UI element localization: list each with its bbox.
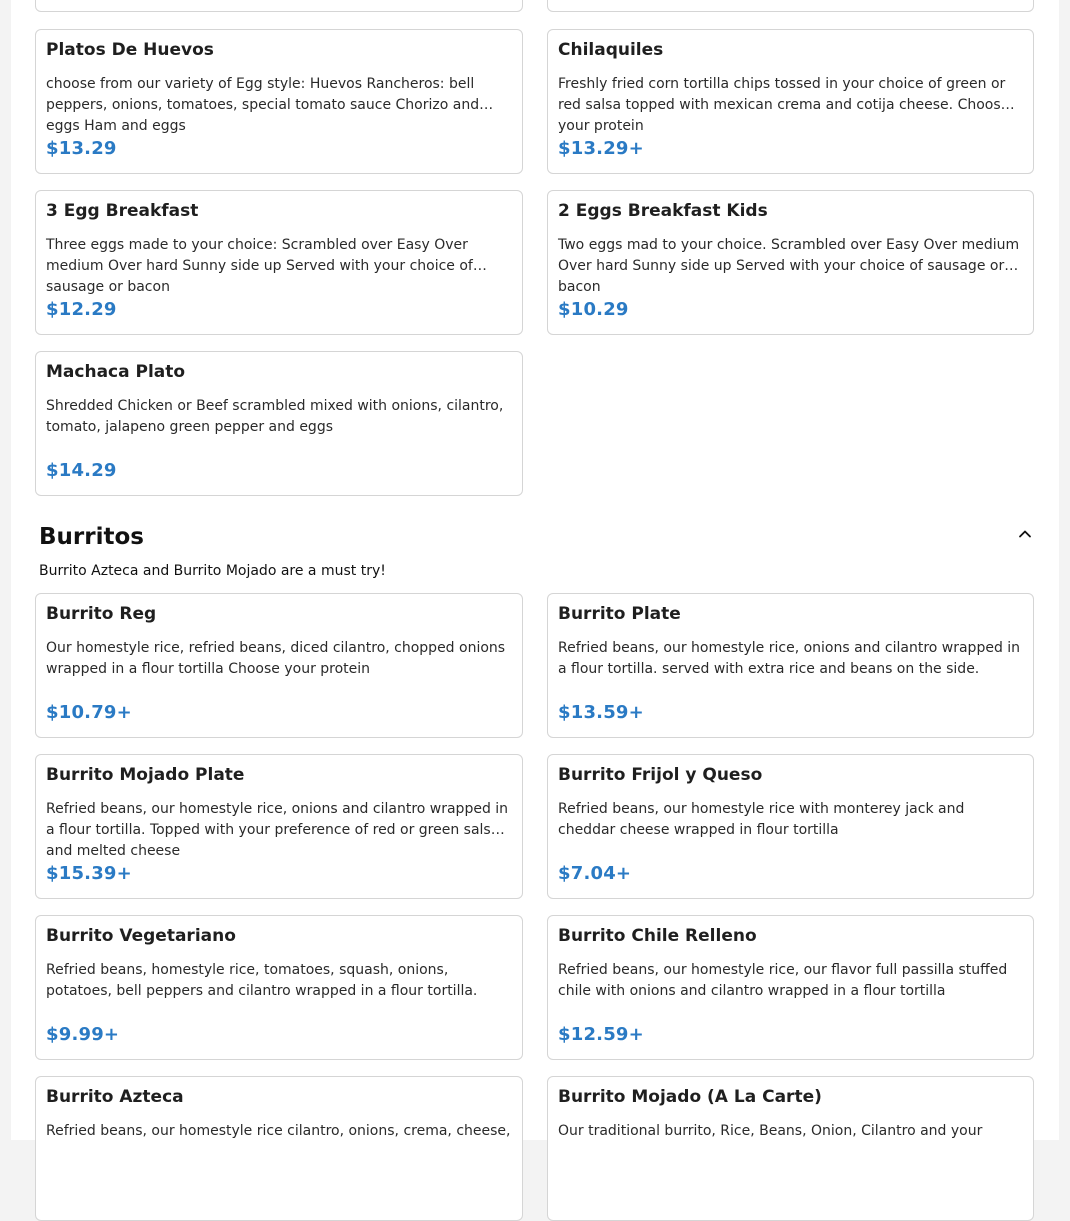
menu-item-description: Refried beans, our homestyle rice, onions and cilantro wrapped in a flour tortilla. Topped with your preference of red or green salsa and melted cheese bbox=[46, 801, 509, 859]
menu-item-card-partial[interactable] bbox=[547, 0, 1034, 12]
menu-item-name: Burrito Chile Relleno bbox=[558, 926, 757, 946]
menu-item-card[interactable] bbox=[547, 1076, 1034, 1221]
menu-item-description: Refried beans, our homestyle rice, our flavor full passilla stuffed chile with onions and cilantro wrapped in a flour tortilla bbox=[558, 962, 1008, 999]
menu-item-name: Burrito Mojado (A La Carte) bbox=[558, 1087, 822, 1107]
menu-item-description: Shredded Chicken or Beef scrambled mixed with onions, cilantro, tomato, jalapeno green pepper and eggs bbox=[46, 398, 504, 435]
menu-item-price: $7.04+ bbox=[558, 863, 632, 884]
menu-item-price: $14.29 bbox=[46, 460, 117, 481]
menu-item-price: $15.39+ bbox=[46, 863, 132, 884]
menu-item-card-partial[interactable] bbox=[35, 0, 523, 12]
menu-item-card[interactable] bbox=[35, 351, 523, 496]
menu-item-name: Burrito Vegetariano bbox=[46, 926, 236, 946]
menu-item-price: $9.99+ bbox=[46, 1024, 120, 1045]
menu-item-price: $10.29 bbox=[558, 299, 629, 320]
menu-item-name: Burrito Frijol y Queso bbox=[558, 765, 763, 785]
menu-item-name: 3 Egg Breakfast bbox=[46, 201, 199, 221]
menu-item-description: Refried beans, our homestyle rice with monterey jack and cheddar cheese wrapped in flour tortilla bbox=[558, 801, 965, 838]
menu-item-name: Burrito Plate bbox=[558, 604, 681, 624]
menu-item-name: Machaca Plato bbox=[46, 362, 186, 382]
menu-item-description: Two eggs mad to your choice. Scrambled over Easy Over medium Over hard Sunny side up Served with your choice of sausage or bacon bbox=[558, 237, 1020, 295]
menu-item-description: choose from our variety of Egg style: Huevos Rancheros: bell peppers, onions, tomatoes, special tomato sauce Chorizo and eggs Ham and eggs bbox=[46, 76, 480, 134]
menu-item-card[interactable] bbox=[35, 29, 523, 174]
menu-item-price: $13.29+ bbox=[558, 138, 644, 159]
menu-item-description: Our homestyle rice, refried beans, diced cilantro, chopped onions wrapped in a flour tortilla Choose your protein bbox=[46, 640, 506, 677]
menu-item-description: Freshly fried corn tortilla chips tossed in your choice of green or red salsa topped with mexican crema and cotija cheese. Choose your protein bbox=[558, 76, 1010, 134]
menu-item-price: $12.59+ bbox=[558, 1024, 644, 1045]
menu-item-description: Refried beans, our homestyle rice, onions and cilantro wrapped in a flour tortilla. served with extra rice and beans on the side. bbox=[558, 640, 1021, 677]
menu-page bbox=[11, 0, 1059, 1140]
menu-item-description: Our traditional burrito, Rice, Beans, Onion, Cilantro and your bbox=[558, 1123, 983, 1139]
menu-item-description: Refried beans, our homestyle rice cilantro, onions, crema, cheese, bbox=[46, 1123, 511, 1139]
menu-item-description: Three eggs made to your choice: Scrambled over Easy Over medium Over hard Sunny side up Served with your choice of sausage or bacon bbox=[46, 237, 473, 295]
menu-item-card[interactable] bbox=[547, 915, 1034, 1060]
chevron-up-icon bbox=[1017, 526, 1033, 542]
menu-item-name: Burrito Reg bbox=[46, 604, 157, 624]
burritos-items bbox=[35, 593, 1034, 1221]
menu-item-name: Burrito Mojado Plate bbox=[46, 765, 245, 785]
menu-item-card[interactable] bbox=[547, 754, 1034, 899]
menu-item-card[interactable] bbox=[547, 190, 1034, 335]
menu-item-price: $13.59+ bbox=[558, 702, 644, 723]
menu-item-price: $12.29 bbox=[46, 299, 117, 320]
menu-item-name: Platos De Huevos bbox=[46, 40, 214, 60]
menu-item-price: $13.29 bbox=[46, 138, 117, 159]
menu-item-card[interactable] bbox=[35, 915, 523, 1060]
menu-item-card[interactable] bbox=[35, 754, 523, 899]
menu-item-name: Chilaquiles bbox=[558, 40, 664, 60]
menu-item-description: Refried beans, homestyle rice, tomatoes, squash, onions, potatoes, bell peppers and cilantro wrapped in a flour tortilla. bbox=[46, 962, 478, 999]
menu-item-price: $10.79+ bbox=[46, 702, 132, 723]
collapse-section-button[interactable] bbox=[1013, 522, 1037, 546]
section-subtitle: Burrito Azteca and Burrito Mojado are a must try! bbox=[39, 563, 386, 579]
menu-item-name: 2 Eggs Breakfast Kids bbox=[558, 201, 768, 221]
menu-item-card[interactable] bbox=[547, 29, 1034, 174]
section-title: Burritos bbox=[39, 524, 144, 550]
menu-item-card[interactable] bbox=[547, 593, 1034, 738]
menu-item-card[interactable] bbox=[35, 190, 523, 335]
menu-item-name: Burrito Azteca bbox=[46, 1087, 184, 1107]
menu-item-card[interactable] bbox=[35, 593, 523, 738]
section-header-burritos bbox=[39, 522, 1035, 580]
top-section-items bbox=[35, 29, 1034, 496]
menu-item-card[interactable] bbox=[35, 1076, 523, 1221]
